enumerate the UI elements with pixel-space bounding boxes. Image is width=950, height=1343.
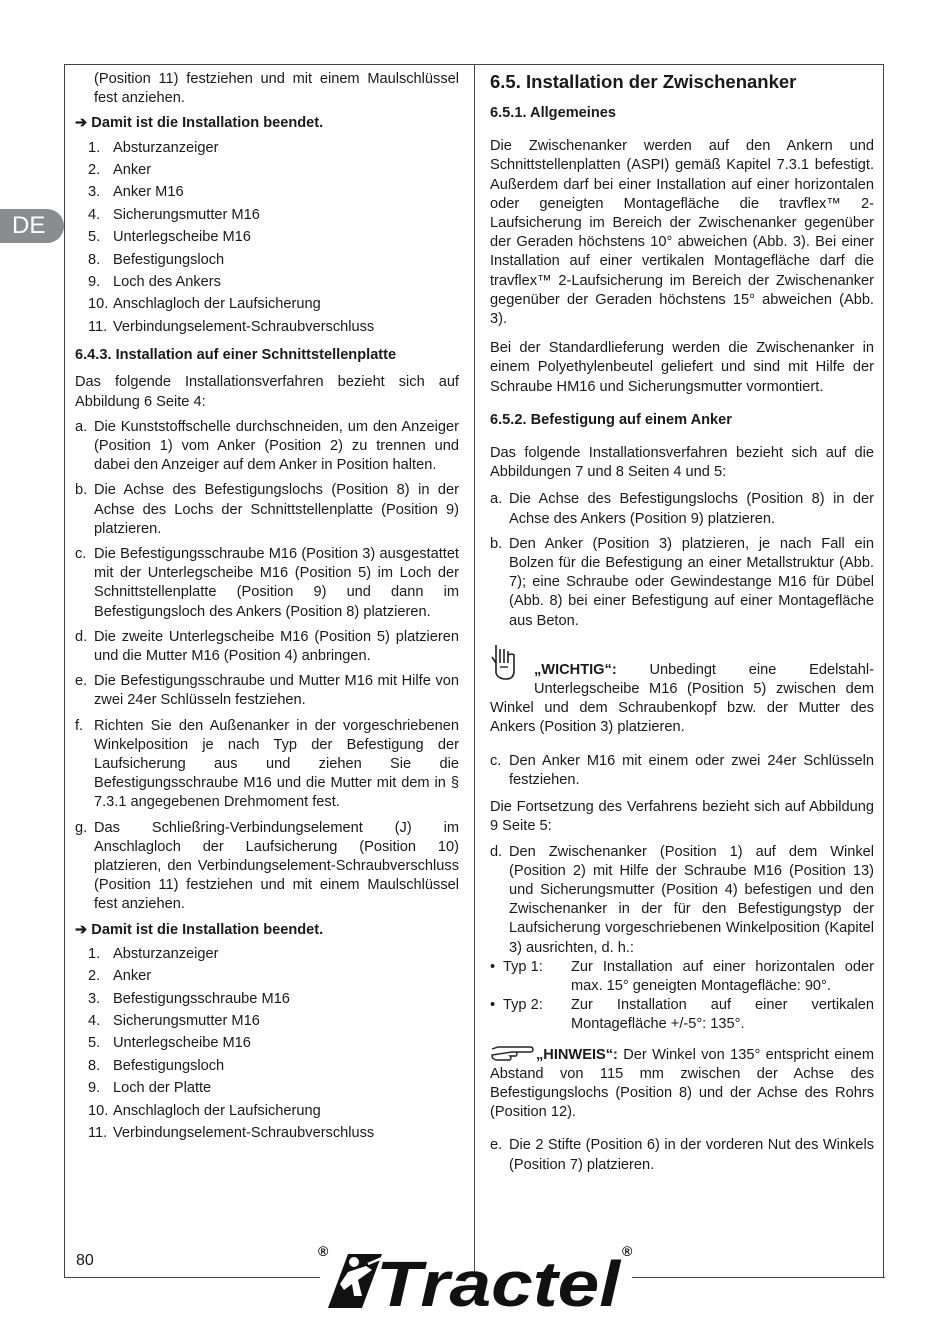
step-text: Die Befestigungsschraube und Mutter M16 mit Hilfe von zwei 24er Schlüsseln festziehen. xyxy=(94,673,459,709)
installation-done-note-2: ➔ Damit ist die Installation beendet. xyxy=(75,921,324,938)
procedure-step xyxy=(75,545,459,622)
section-heading-6-5: 6.5. Installation der Zwischenanker xyxy=(490,71,797,92)
step-letter: d. xyxy=(490,843,503,860)
column-divider xyxy=(474,64,475,1277)
step-letter: f. xyxy=(75,717,84,734)
left-column xyxy=(75,70,459,1144)
type-text: Zur Installation auf einer horizontalen oder max. 15° geneigten Montagefläche: 90°. xyxy=(571,958,874,994)
paragraph-delivery: Bei der Standardlieferung werden die Zwischenanker in einem Polyethylenbeutel geliefert und sind mit Hilfe der Schraube HM16 und Sicherungsmutter vormontiert. xyxy=(490,340,874,395)
paragraph-general: Die Zwischenanker werden auf den Ankern und Schnittstellenplatten (ASPI) gemäß Kapitel 7.3.1 befestigt. Außerdem darf bei einer Installation auf einer horizontalen oder geneigten Montagefläche die travflex™ 2-Laufsicherung im Bereich der Zwischenanker gegenüber der Geraden höchstens 10° abweichen (Abb. 3). Bei einer Installation auf einer vertikalen Montagefläche darf die travflex™ 2-Laufsicherung im Bereich der Zwischenanker gegenüber der Geraden höchstens 15° abweichen (Abb. 3). xyxy=(490,138,874,328)
logo-registered-left: ® xyxy=(318,1244,329,1259)
step-text: Die Achse des Befestigungslochs (Position 8) in der Achse des Ankers (Position 9) platzieren. xyxy=(509,491,874,527)
step-text: Den Zwischenanker (Position 1) auf dem Winkel (Position 2) mit Hilfe der Schraube M16 (Position 13) und Sicherungsmutter (Position 4) befestigen und den Zwischenanker in der für den Befestigungstyp der Laufsicherung vorgeschriebenen Winkelposition (Kapitel 3) ausrichten, d. h.: xyxy=(509,843,874,956)
list-item-number: 4. xyxy=(88,1012,101,1029)
pointing-hand-icon xyxy=(490,1045,536,1061)
list-item-number: 9. xyxy=(88,1080,101,1097)
logo-figure xyxy=(328,1254,382,1308)
step-letter: e. xyxy=(75,673,88,690)
list-item-number: 1. xyxy=(88,139,101,156)
procedure-step xyxy=(490,1136,874,1174)
step-text: Richten Sie den Außenanker in der vorgeschriebenen Winkelposition je nach Typ der Befestigung der Laufsicherung aus und ziehen Sie die Befestigungsschraube M16 und die Mutter mit dem in § 7.3.1 angegebenen Drehmoment fest. xyxy=(94,717,459,811)
logo-wordmark: Tractel xyxy=(376,1248,622,1310)
important-label: „WICHTIG“: xyxy=(534,661,617,678)
list-item xyxy=(75,293,459,315)
list-item xyxy=(75,1077,459,1099)
procedure-step xyxy=(75,628,459,666)
procedure-steps-a-b xyxy=(490,490,874,630)
procedure-step-d xyxy=(490,843,874,958)
section-intro-6-4-3: Das folgende Installationsverfahren bezieht sich auf Abbildung 6 Seite 4: xyxy=(75,374,459,410)
paragraph-continuation: Die Fortsetzung des Verfahrens bezieht sich auf Abbildung 9 Seite 5: xyxy=(490,799,874,835)
type-key: Typ 2: xyxy=(503,997,543,1014)
list-item-number: 3. xyxy=(88,184,101,201)
important-text: Unbedingt eine Edelstahl-Unterlegscheibe M16 (Position 5) zwischen dem Winkel und dem Schraubenkopf bzw. der Mutter des Ankers (Position 3) platzieren. xyxy=(490,661,874,736)
list-item-number: 10. xyxy=(88,296,109,313)
list-item-number: 1. xyxy=(88,945,101,962)
list-item-number: 4. xyxy=(88,206,101,223)
section-heading-6-5-2: 6.5.2. Befestigung auf einem Anker xyxy=(490,411,732,428)
paragraph-procedure-intro: Das folgende Installationsverfahren bezieht sich auf die Abbildungen 7 und 8 Seiten 4 und 5: xyxy=(490,445,874,481)
parts-list-2 xyxy=(75,943,459,1145)
list-item-label: Sicherungsmutter M16 xyxy=(113,206,260,223)
list-item xyxy=(75,1122,459,1144)
type-list xyxy=(490,958,874,1035)
language-tab: DE xyxy=(0,209,64,243)
type-key: Typ 1: xyxy=(503,958,543,975)
list-item-number: 8. xyxy=(88,1057,101,1074)
step-text: Den Anker (Position 3) platzieren, je nach Fall ein Bolzen für die Befestigung an einer Metallstruktur (Abb. 7); eine Schraube oder Gewindestange M16 für Dübel (Abb. 8) bei einer Befestigung auf einer Montagefläche aus Beton. xyxy=(509,535,874,629)
step-text: Den Anker M16 mit einem oder zwei 24er Schlüsseln festziehen. xyxy=(509,752,874,788)
type-text: Zur Installation auf einer vertikalen Montagefläche +/-5°: 135°. xyxy=(571,997,874,1033)
tractel-logo xyxy=(318,1244,634,1310)
procedure-steps xyxy=(75,418,459,915)
procedure-step xyxy=(75,418,459,476)
list-item xyxy=(75,1100,459,1122)
important-notice xyxy=(490,643,874,738)
bullet-dot: • xyxy=(490,958,496,975)
section-heading-6-4-3: 6.4.3. Installation auf einer Schnittstellenplatte xyxy=(75,347,397,364)
parts-list-1 xyxy=(75,137,459,339)
step-text: Die 2 Stifte (Position 6) in der vorderen Nut des Winkels (Position 7) platzieren. xyxy=(509,1137,874,1173)
list-item-number: 10. xyxy=(88,1102,109,1119)
list-item-number: 8. xyxy=(88,251,101,268)
list-item-label: Unterlegscheibe M16 xyxy=(113,229,251,246)
list-item xyxy=(75,226,459,248)
frame-bottom-rule-left xyxy=(64,1277,320,1278)
list-item xyxy=(75,988,459,1010)
page-number: 80 xyxy=(76,1252,94,1269)
list-item-label: Anschlagloch der Laufsicherung xyxy=(113,296,321,313)
list-item-label: Anker xyxy=(113,162,152,178)
step-text: Das Schließring-Verbindungselement (J) im Anschlagloch der Laufsicherung (Position 10) platzieren, den Verbindungselement-Schraubverschluss (Position 11) festziehen und mit einem Maulschlüssel fest anziehen. xyxy=(94,819,459,913)
procedure-step xyxy=(490,535,874,631)
list-item xyxy=(75,1010,459,1032)
step-letter: g. xyxy=(75,819,88,836)
list-item xyxy=(75,181,459,203)
list-item-number: 11. xyxy=(88,318,108,335)
list-item-number: 2. xyxy=(88,968,101,985)
list-item xyxy=(75,1032,459,1054)
installation-done-note: ➔ Damit ist die Installation beendet. xyxy=(75,115,324,132)
step-text: Die zweite Unterlegscheibe M16 (Position 5) platzieren und die Mutter M16 (Position 4) anbringen. xyxy=(94,628,459,664)
step-letter: e. xyxy=(490,1137,503,1154)
procedure-step-e xyxy=(490,1136,874,1174)
list-item-label: Verbindungselement-Schraubverschluss xyxy=(113,318,375,335)
procedure-step xyxy=(75,819,459,915)
step-letter: d. xyxy=(75,628,88,645)
step-letter: a. xyxy=(75,418,88,435)
list-item-number: 5. xyxy=(88,1035,101,1052)
list-item-label: Absturzanzeiger xyxy=(113,139,219,156)
procedure-step xyxy=(490,490,874,528)
list-item-label: Verbindungselement-Schraubverschluss xyxy=(113,1124,375,1141)
list-item-label: Anker M16 xyxy=(113,184,184,201)
step-letter: b. xyxy=(490,535,503,552)
procedure-step xyxy=(75,717,459,813)
bullet-dot: • xyxy=(490,997,496,1014)
list-item-number: 5. xyxy=(88,229,101,246)
step-text: Die Kunststoffschelle durchschneiden, um den Anzeiger (Position 1) vom Anker (Position 2) zu trennen und dabei den Anzeiger auf dem Anker in Position halten. xyxy=(94,418,459,474)
type-item xyxy=(490,958,874,996)
step-letter: c. xyxy=(490,752,502,769)
list-item-label: Befestigungsloch xyxy=(113,1057,225,1074)
list-item xyxy=(75,965,459,987)
list-item-label: Anschlagloch der Laufsicherung xyxy=(113,1102,321,1119)
warning-hand-icon xyxy=(490,643,534,681)
list-item xyxy=(75,204,459,226)
list-item-label: Absturzanzeiger xyxy=(113,945,219,962)
list-item-label: Unterlegscheibe M16 xyxy=(113,1035,251,1052)
procedure-step xyxy=(490,843,874,958)
type-item xyxy=(490,996,874,1034)
step-text: Die Befestigungsschraube M16 (Position 3) ausgestattet mit der Unterlegscheibe M16 (Position 5) im Loch der Schnittstellenplatte (Position 9) und dann im Befestigungsloch des Ankers (Position 8) platzieren. xyxy=(94,545,459,620)
step-text: Die Achse des Befestigungslochs (Position 8) in der Achse des Lochs der Schnittstellenplatte (Position 9) platzieren. xyxy=(94,482,459,537)
step-letter: b. xyxy=(75,482,88,499)
list-item-label: Sicherungsmutter M16 xyxy=(113,1012,260,1029)
list-item-number: 9. xyxy=(88,273,101,290)
list-item xyxy=(75,159,459,181)
list-item xyxy=(75,1055,459,1077)
hint-label: „HINWEIS“: xyxy=(536,1046,618,1063)
list-item xyxy=(75,316,459,338)
list-item-label: Loch des Ankers xyxy=(113,273,221,290)
hint-text: Der Winkel von 135° entspricht einem Abstand von 115 mm zwischen der Achse des Befestigungslochs (Position 8) und der Achse des Rohrs (Position 12). xyxy=(490,1046,874,1121)
list-item-number: 3. xyxy=(88,990,101,1007)
procedure-step xyxy=(75,672,459,710)
list-item xyxy=(75,249,459,271)
procedure-step xyxy=(75,481,459,539)
frame-bottom-rule-right xyxy=(632,1277,885,1278)
logo-registered-right: ® xyxy=(622,1244,633,1259)
list-item-label: Befestigungsloch xyxy=(113,251,225,268)
right-column xyxy=(490,70,874,1175)
intro-text: (Position 11) festziehen und mit einem Maulschlüssel fest anziehen. xyxy=(94,71,459,107)
procedure-step xyxy=(490,752,874,790)
list-item-label: Anker xyxy=(113,968,152,985)
list-item xyxy=(75,137,459,159)
step-letter: a. xyxy=(490,491,503,508)
list-item-number: 11. xyxy=(88,1124,108,1141)
section-heading-6-5-1: 6.5.1. Allgemeines xyxy=(490,105,616,121)
list-item xyxy=(75,943,459,965)
hint-notice xyxy=(490,1045,874,1123)
list-item-label: Loch der Platte xyxy=(113,1080,212,1097)
list-item-number: 2. xyxy=(88,162,101,178)
list-item xyxy=(75,271,459,293)
step-letter: c. xyxy=(75,545,87,562)
procedure-step-c xyxy=(490,752,874,790)
list-item-label: Befestigungsschraube M16 xyxy=(113,990,290,1007)
